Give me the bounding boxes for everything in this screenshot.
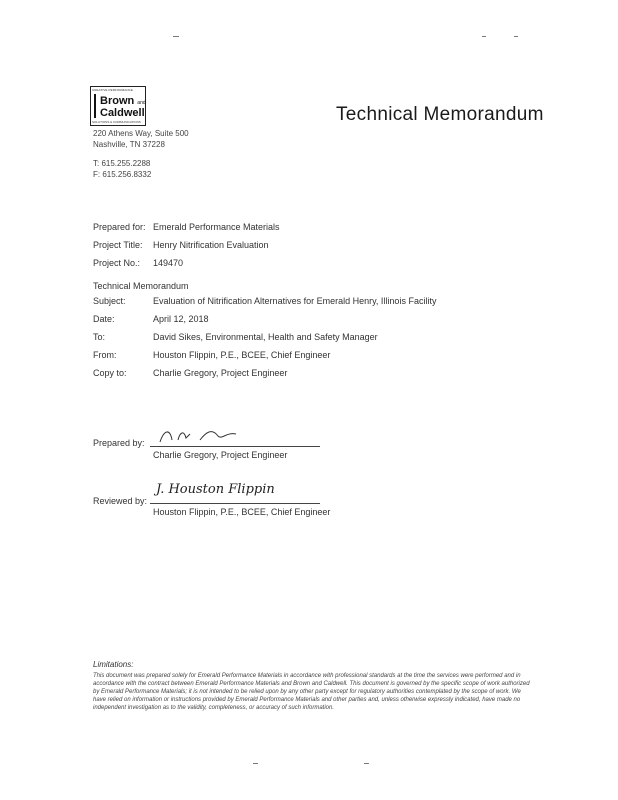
from-value: Houston Flippin, P.E., BCEE, Chief Engineer [153,350,331,360]
memo-heading: Technical Memorandum [93,281,189,291]
limitations-title: Limitations: [93,660,134,669]
project-number-value: 149470 [153,258,184,268]
scan-speck [482,36,486,37]
logo-line2: Caldwell [100,107,145,119]
prepared-by-label: Prepared by: [93,438,145,448]
project-number-label: Project No.: [93,258,141,268]
scan-speck [364,763,369,764]
logo-bar [94,94,96,118]
scan-speck [514,36,518,37]
subject-label: Subject: [93,296,126,306]
date-label: Date: [93,314,115,324]
to-label: To: [93,332,106,342]
subject-value: Evaluation of Nitrification Alternatives for Emerald Henry, Illinois Facility [153,296,437,306]
reviewed-by-label: Reviewed by: [93,496,148,506]
copy-to-label: Copy to: [93,368,127,378]
company-logo [90,86,146,126]
document-title: Technical Memorandum [336,104,544,125]
logo-bottom-text: SOLUTIONS & COMMUNICATIONS [92,120,141,124]
reviewed-signature-line [150,503,320,504]
prepared-signature-line [150,446,320,447]
address-city: Nashville, TN 37228 [93,140,165,149]
prepared-by-name: Charlie Gregory, Project Engineer [153,450,288,460]
project-title-value: Henry Nitrification Evaluation [153,240,269,250]
scan-speck [253,763,258,764]
address-fax: F: 615.256.8332 [93,170,152,179]
address-phone: T: 615.255.2288 [93,159,151,168]
scan-speck [173,36,179,37]
project-title-label: Project Title: [93,240,143,250]
logo-line1: Brown and [100,95,146,107]
prepared-for-value: Emerald Performance Materials [153,222,280,232]
prepared-signature-scrawl [150,422,250,448]
date-value: April 12, 2018 [153,314,209,324]
from-label: From: [93,350,117,360]
limitations-text: This document was prepared solely for Emerald Performance Materials in accordance with professional standards at the time the services were performed and in accordance with the contract between Emerald Performance Materials and Brown and Caldwell. This document is governed by the specific scope of work authorized by Emerald Performance Materials; it is not intended to be relied upon by any other party except for regulatory authorities contemplated by the scope of work. We have relied on information or instructions provided by Emerald Performance Materials and other parties and, unless otherwise expressly indicated, have made no independent investigation as to the validity, completeness, or accuracy of such information. [93,673,530,711]
reviewed-by-name: Houston Flippin, P.E., BCEE, Chief Engineer [153,507,331,517]
address-street: 220 Athens Way, Suite 500 [93,129,189,138]
to-value: David Sikes, Environmental, Health and Safety Manager [153,332,378,342]
reviewed-signature-scrawl: J. Houston Flippin [156,482,275,497]
prepared-for-label: Prepared for: [93,222,146,232]
logo-top-text: CREATIVE PERFORMANCE [92,88,133,92]
copy-to-value: Charlie Gregory, Project Engineer [153,368,288,378]
